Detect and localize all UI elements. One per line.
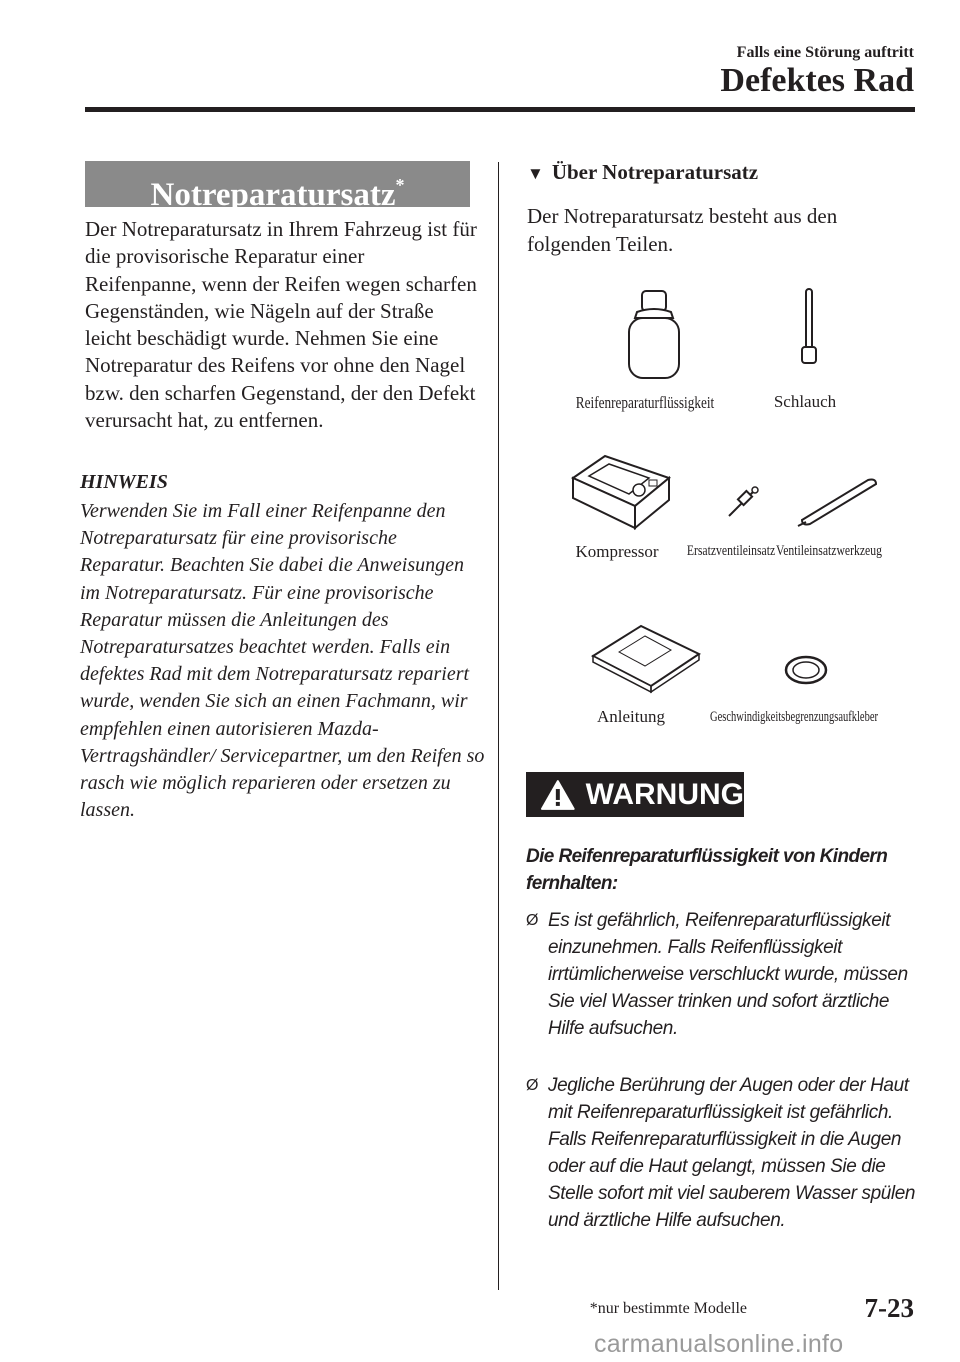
section-banner-footnote-mark: * [395, 175, 405, 195]
part-label-hose: Schlauch [773, 392, 837, 411]
manual-illustration [589, 622, 703, 694]
running-section-title: Falls eine Störung auftritt [736, 44, 914, 61]
warning-heading: Die Reifenreparaturflüssigkeit von Kindern fernhalten: [526, 846, 888, 894]
subsection-heading-text: Über Notreparatursatz [551, 160, 759, 184]
note-text: Verwenden Sie im Fall einer Reifenpanne den Notreparatursatz für eine provisorische Reparatur. Beachten Sie dabei die Anweisungen im Notreparatursatz. Für eine provisorische Reparatur müssen die Anleitungen des Notreparatursatzes beachtet werden. Falls ein defektes Rad mit dem Notreparatursatz repariert wurde, wenden Sie sich an einen Fachmann, wir empfehlen einen autorisieren Mazda-Vertragshändler/ Servicepartner, um den Reifen so rasch wie möglich reparieren oder ersetzen zu lassen. [80, 500, 485, 822]
warning-item [526, 907, 921, 1042]
triangle-marker-icon: ▼ [527, 164, 544, 183]
column-divider [498, 162, 499, 1290]
warning-item [526, 1072, 921, 1234]
warning-box [526, 772, 744, 817]
subsection-text: Der Notreparatursatz besteht aus den folgenden Teilen. [527, 204, 838, 256]
section-banner-title: Notreparatursatz [150, 177, 396, 213]
speed-sticker-illustration [781, 652, 831, 688]
part-label-valve-core: Ersatzventileinsatz [686, 543, 776, 559]
valve-tool-illustration [796, 472, 882, 528]
subsection-heading [527, 160, 758, 185]
part-label-manual: Anleitung [597, 707, 665, 726]
warning-item-text: Jegliche Berührung der Augen oder der Haut mit Reifenreparaturflüssigkeit ist gefährlich. Falls Reifenreparaturflüssigkeit in die Augen oder auf die Haut gelangt, müssen Sie die Stelle sofort mit viel sauberem Wasser spülen und ärztliche Hilfe aufsuchen. [548, 1075, 916, 1231]
header-rule [85, 107, 915, 112]
section-banner [85, 161, 470, 213]
part-label-compressor: Kompressor [575, 542, 659, 561]
warning-item-text: Es ist gefährlich, Reifenreparaturflüssigkeit einzunehmen. Falls Reifenflüssigkeit irrtümlicherweise verschluckt wurde, müssen Sie viel Wasser trinken und sofort ärztliche Hilfe aufsuchen. [548, 910, 908, 1039]
compressor-illustration [565, 448, 677, 534]
chapter-title: Defektes Rad [720, 62, 914, 99]
part-label-valve-tool: Ventileinsatzwerkzeug [776, 543, 882, 559]
bullet-arrow-icon: Ø [526, 1077, 539, 1094]
part-label-sticker: Geschwindigkeitsbegrenzungsaufkleber [710, 709, 878, 725]
warning-label: WARNUNG [585, 777, 744, 811]
watermark: carmanualsonline.info [594, 1330, 844, 1358]
hose-illustration [794, 285, 824, 371]
bullet-arrow-icon: Ø [526, 912, 539, 929]
intro-paragraph: Der Notreparatursatz in Ihrem Fahrzeug ist für die provisorische Reparatur einer Reifenpanne, wenn der Reifen wegen scharfen Gegenständen, wie Nägeln auf der Straße leicht beschädigt wurde. Nehmen Sie eine Notreparatur des Reifens vor ohne den Nagel bzw. den scharfen Gegenstand, der den Defekt verursacht hat, zu entfernen. [85, 217, 477, 433]
note-heading: HINWEIS [80, 471, 168, 493]
fluid-bottle-illustration [623, 288, 685, 384]
valve-core-illustration [723, 482, 763, 522]
footnote: *nur bestimmte Modelle [589, 1300, 747, 1317]
warning-triangle-icon [540, 779, 576, 811]
part-label-fluid: Reifenreparaturflüssigkeit [575, 393, 715, 412]
page-number: 7-23 [864, 1293, 914, 1323]
